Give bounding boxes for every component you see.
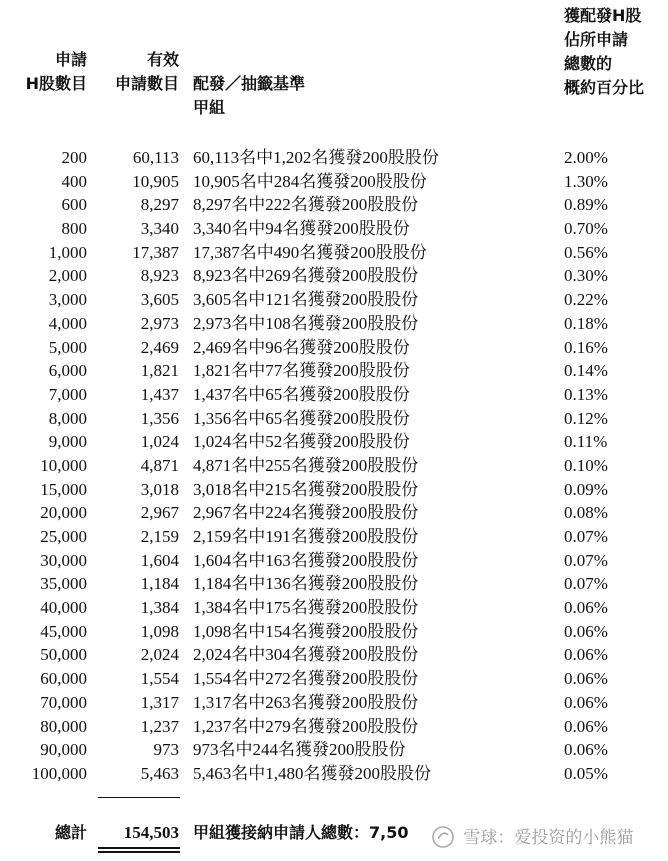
percent-cell: 0.06% bbox=[564, 716, 608, 736]
percent-cell: 0.07% bbox=[564, 550, 608, 570]
table-row bbox=[0, 383, 668, 407]
basis-cell: 1,237名中279名獲發200股股份 bbox=[193, 716, 419, 736]
header-percent-line: 佔所申請 bbox=[564, 30, 629, 49]
percent-cell: 0.12% bbox=[564, 408, 608, 428]
table-row bbox=[0, 288, 668, 312]
shares-cell: 35,000 bbox=[40, 574, 87, 594]
applications-cell: 973 bbox=[153, 740, 179, 760]
applications-cell: 4,871 bbox=[140, 455, 179, 475]
applications-cell: 3,340 bbox=[140, 219, 179, 239]
basis-cell: 1,317名中263名獲發200股股份 bbox=[193, 692, 419, 712]
table-row bbox=[0, 407, 668, 431]
table-row bbox=[0, 762, 668, 786]
applications-cell: 1,554 bbox=[140, 669, 179, 689]
shares-cell: 2,000 bbox=[48, 266, 87, 286]
applications-cell: 2,469 bbox=[140, 337, 179, 357]
percent-cell: 0.08% bbox=[564, 503, 608, 523]
table-row bbox=[0, 241, 668, 265]
applications-cell: 1,356 bbox=[140, 408, 179, 428]
basis-cell: 1,821名中77名獲發200股股份 bbox=[193, 361, 410, 381]
percent-cell: 1.30% bbox=[564, 171, 608, 191]
table-row bbox=[0, 620, 668, 644]
shares-cell: 40,000 bbox=[40, 598, 87, 618]
total-value: 154,503 bbox=[123, 823, 179, 842]
header-percent-line: 概約百分比 bbox=[564, 78, 645, 97]
applications-cell: 2,967 bbox=[140, 503, 179, 523]
shares-cell: 80,000 bbox=[40, 716, 87, 736]
shares-cell: 60,000 bbox=[40, 669, 87, 689]
applications-cell: 10,905 bbox=[132, 171, 179, 191]
table-row bbox=[0, 193, 668, 217]
basis-cell: 1,098名中154名獲發200股股份 bbox=[193, 621, 419, 641]
header-shares bbox=[26, 48, 87, 96]
table-row bbox=[0, 501, 668, 525]
percent-cell: 0.06% bbox=[564, 645, 608, 665]
header-percent-line: 總數的 bbox=[564, 54, 613, 73]
basis-cell: 1,356名中65名獲發200股股份 bbox=[193, 408, 410, 428]
basis-cell: 17,387名中490名獲發200股股份 bbox=[193, 242, 427, 262]
percent-cell: 0.07% bbox=[564, 527, 608, 546]
shares-cell: 1,000 bbox=[48, 242, 87, 262]
percent-cell: 0.70% bbox=[564, 219, 608, 239]
basis-cell: 2,024名中304名獲發200股股份 bbox=[193, 645, 419, 665]
allocation-table bbox=[0, 146, 668, 786]
applications-cell: 1,237 bbox=[140, 716, 179, 736]
applications-cell: 3,018 bbox=[140, 479, 179, 499]
table-row bbox=[0, 170, 668, 194]
header-basis-line: 配發／抽籤基準 bbox=[193, 74, 306, 93]
double-rule-bottom bbox=[98, 851, 180, 853]
shares-cell: 5,000 bbox=[48, 337, 87, 357]
header-percent bbox=[564, 4, 644, 100]
shares-cell: 70,000 bbox=[40, 692, 87, 712]
percent-cell: 0.05% bbox=[564, 763, 608, 783]
shares-cell: 7,000 bbox=[48, 384, 87, 404]
table-row bbox=[0, 478, 668, 502]
shares-cell: 800 bbox=[61, 219, 87, 239]
shares-cell: 15,000 bbox=[40, 479, 87, 499]
shares-cell: 100,000 bbox=[31, 763, 87, 783]
table-row bbox=[0, 146, 668, 170]
percent-cell: 0.06% bbox=[564, 692, 608, 712]
percent-cell: 0.56% bbox=[564, 242, 608, 262]
basis-cell: 1,384名中175名獲發200股股份 bbox=[193, 598, 419, 618]
header-basis-line: 甲組 bbox=[193, 98, 226, 117]
basis-cell: 3,605名中121名獲發200股股份 bbox=[193, 290, 419, 310]
basis-cell: 1,184名中136名獲發200股股份 bbox=[193, 574, 419, 594]
table-row bbox=[0, 643, 668, 667]
percent-cell: 0.11% bbox=[564, 432, 608, 452]
table-row bbox=[0, 336, 668, 360]
shares-cell: 4,000 bbox=[48, 313, 87, 333]
table-row bbox=[0, 454, 668, 478]
shares-cell: 25,000 bbox=[40, 527, 87, 546]
table-row bbox=[0, 359, 668, 383]
basis-cell: 973名中244名獲發200股股份 bbox=[193, 740, 406, 760]
shares-cell: 20,000 bbox=[40, 503, 87, 523]
header-percent-line: 獲配發H股 bbox=[564, 6, 642, 25]
applications-cell: 8,923 bbox=[140, 266, 179, 286]
percent-cell: 0.06% bbox=[564, 669, 608, 689]
percent-cell: 0.06% bbox=[564, 598, 608, 618]
percent-cell: 0.18% bbox=[564, 313, 608, 333]
shares-cell: 8,000 bbox=[48, 408, 87, 428]
applications-cell: 60,113 bbox=[132, 148, 179, 167]
basis-cell: 60,113名中1,202名獲發200股股份 bbox=[193, 148, 439, 167]
basis-cell: 2,967名中224名獲發200股股份 bbox=[193, 503, 419, 523]
header-basis bbox=[193, 72, 305, 120]
shares-cell: 600 bbox=[61, 195, 87, 215]
basis-cell: 3,018名中215名獲發200股股份 bbox=[193, 479, 419, 499]
applications-cell: 5,463 bbox=[140, 763, 179, 783]
shares-cell: 400 bbox=[61, 171, 87, 191]
percent-cell: 0.13% bbox=[564, 384, 608, 404]
watermark bbox=[430, 820, 668, 856]
shares-cell: 45,000 bbox=[40, 621, 87, 641]
basis-cell: 10,905名中284名獲發200股股份 bbox=[193, 171, 427, 191]
table-row bbox=[0, 217, 668, 241]
applications-cell: 17,387 bbox=[132, 242, 179, 262]
applications-cell: 1,604 bbox=[140, 550, 179, 570]
header-applications-line: 申請數目 bbox=[114, 74, 179, 93]
total-description: 甲組獲接納申請人總數：7,50 bbox=[193, 823, 409, 842]
shares-cell: 10,000 bbox=[40, 455, 87, 475]
shares-cell: 3,000 bbox=[48, 290, 87, 310]
shares-cell: 9,000 bbox=[48, 432, 87, 452]
applications-cell: 2,024 bbox=[140, 645, 179, 665]
double-rule-top bbox=[98, 847, 180, 849]
basis-cell: 8,923名中269名獲發200股股份 bbox=[193, 266, 419, 286]
applications-cell: 2,159 bbox=[140, 527, 179, 546]
table-row bbox=[0, 667, 668, 691]
basis-cell: 5,463名中1,480名獲發200股股份 bbox=[193, 763, 431, 783]
shares-cell: 90,000 bbox=[40, 740, 87, 760]
shares-cell: 6,000 bbox=[48, 361, 87, 381]
percent-cell: 0.06% bbox=[564, 740, 608, 760]
shares-cell: 30,000 bbox=[40, 550, 87, 570]
percent-cell: 0.09% bbox=[564, 479, 608, 499]
table-row bbox=[0, 264, 668, 288]
table-row bbox=[0, 312, 668, 336]
basis-cell: 4,871名中255名獲發200股股份 bbox=[193, 455, 419, 475]
table-row bbox=[0, 738, 668, 762]
percent-cell: 0.22% bbox=[564, 290, 608, 310]
table-row bbox=[0, 715, 668, 739]
shares-cell: 200 bbox=[61, 148, 87, 167]
table-row bbox=[0, 572, 668, 596]
basis-cell: 1,604名中163名獲發200股股份 bbox=[193, 550, 419, 570]
applications-cell: 1,821 bbox=[140, 361, 179, 381]
applications-cell: 1,024 bbox=[140, 432, 179, 452]
applications-cell: 1,184 bbox=[140, 574, 179, 594]
table-row bbox=[0, 549, 668, 573]
table-row bbox=[0, 691, 668, 715]
applications-cell: 2,973 bbox=[140, 313, 179, 333]
header-applications-line: 有效 bbox=[146, 50, 179, 69]
percent-cell: 0.14% bbox=[564, 361, 608, 381]
basis-cell: 1,437名中65名獲發200股股份 bbox=[193, 384, 410, 404]
total-rule bbox=[98, 797, 180, 798]
applications-cell: 1,384 bbox=[140, 598, 179, 618]
header-applications bbox=[115, 48, 179, 96]
applications-cell: 1,317 bbox=[140, 692, 179, 712]
table-row bbox=[0, 525, 668, 549]
percent-cell: 0.89% bbox=[564, 195, 608, 215]
basis-cell: 3,340名中94名獲發200股股份 bbox=[193, 219, 410, 239]
applications-cell: 3,605 bbox=[140, 290, 179, 310]
table-row bbox=[0, 430, 668, 454]
applications-cell: 1,098 bbox=[140, 621, 179, 641]
percent-cell: 0.30% bbox=[564, 266, 608, 286]
watermark-text: 雪球：爱投资的小熊猫 bbox=[463, 828, 634, 848]
basis-cell: 2,973名中108名獲發200股股份 bbox=[193, 313, 419, 333]
percent-cell: 0.06% bbox=[564, 621, 608, 641]
basis-cell: 8,297名中222名獲發200股股份 bbox=[193, 195, 419, 215]
percent-cell: 0.07% bbox=[564, 574, 608, 594]
basis-cell: 1,554名中272名獲發200股股份 bbox=[193, 669, 419, 689]
total-label: 總計 bbox=[54, 823, 87, 842]
header-shares-line: 申請 bbox=[54, 50, 87, 69]
percent-cell: 0.16% bbox=[564, 337, 608, 357]
applications-cell: 1,437 bbox=[140, 384, 179, 404]
header-shares-line: H股數目 bbox=[25, 74, 87, 93]
basis-cell: 2,469名中96名獲發200股股份 bbox=[193, 337, 410, 357]
snowball-logo-icon bbox=[432, 826, 454, 848]
shares-cell: 50,000 bbox=[40, 645, 87, 665]
table-row bbox=[0, 596, 668, 620]
percent-cell: 2.00% bbox=[564, 148, 608, 167]
basis-cell: 1,024名中52名獲發200股股份 bbox=[193, 432, 410, 452]
basis-cell: 2,159名中191名獲發200股股份 bbox=[193, 527, 419, 546]
percent-cell: 0.10% bbox=[564, 455, 608, 475]
applications-cell: 8,297 bbox=[140, 195, 179, 215]
